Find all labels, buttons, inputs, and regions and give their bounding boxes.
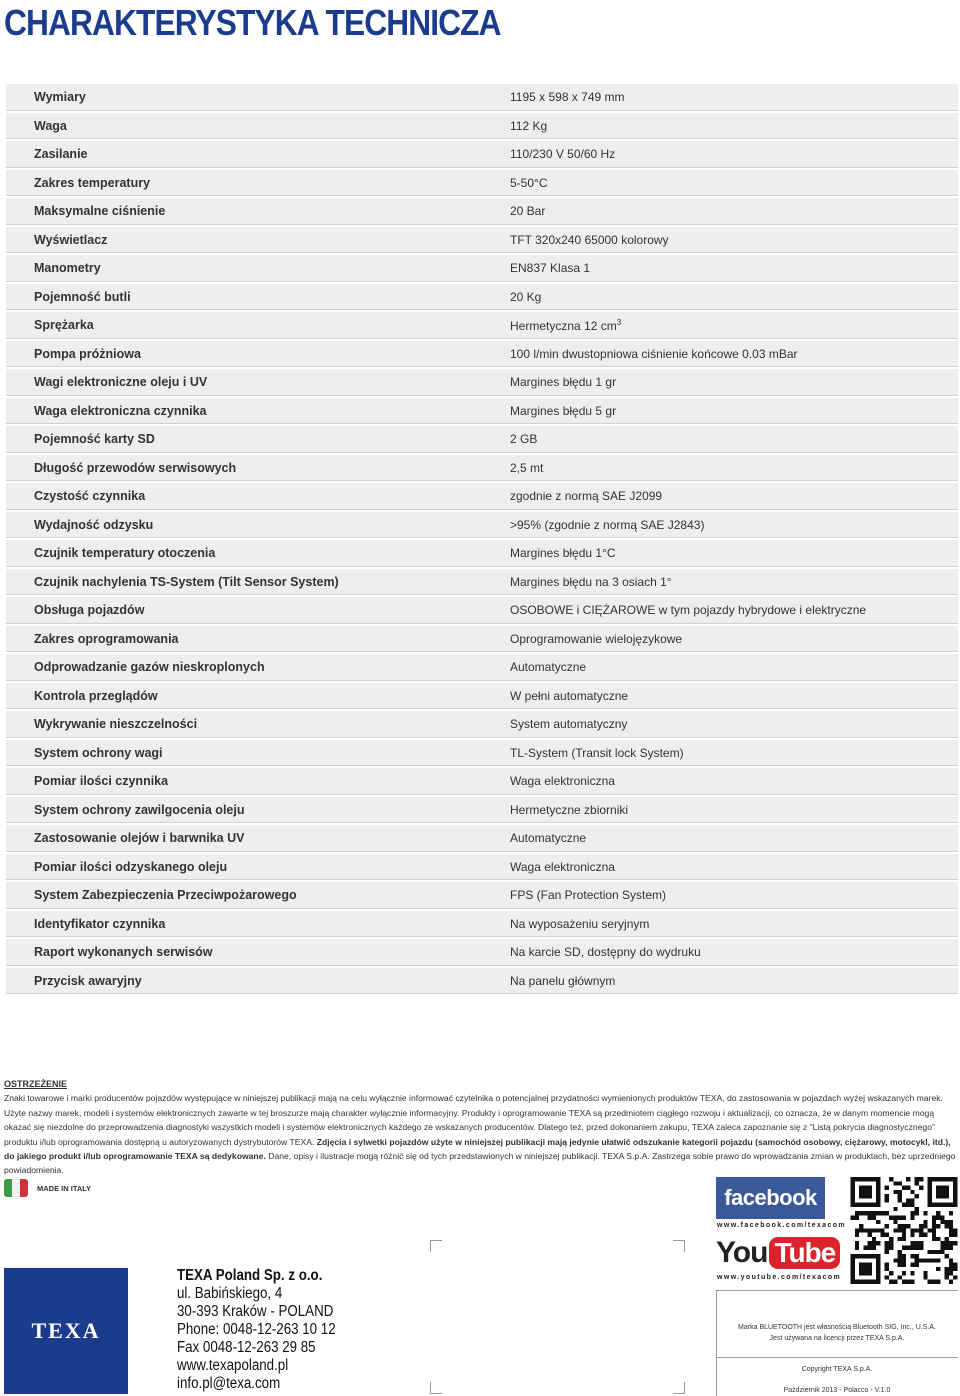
spec-row xyxy=(6,683,958,710)
bluetooth-note: Marka BLUETOOTH jest własnością Bluetooth SIG, Inc., U.S.A. Jest używana na licencji przez TEXA S.p.A. xyxy=(738,1324,936,1342)
spec-label: Odprowadzanie gazów nieskroplonych xyxy=(34,660,265,674)
spec-value: Margines błędu 1 gr xyxy=(510,375,617,389)
spec-label: System ochrony zawilgocenia oleju xyxy=(34,802,245,817)
spec-value: Na panelu głównym xyxy=(510,973,616,988)
spec-row xyxy=(6,768,958,795)
spec-label: Identyfikator czynnika xyxy=(34,916,166,931)
crop-mark-icon xyxy=(673,1240,685,1252)
spec-value: 2,5 mt xyxy=(510,460,544,475)
divider xyxy=(716,1290,958,1291)
spec-row xyxy=(6,483,958,510)
spec-label: Zakres oprogramowania xyxy=(34,631,179,646)
spec-label: Zakres temperatury xyxy=(34,175,151,190)
spec-row xyxy=(6,227,958,254)
spec-value: 20 Kg xyxy=(510,289,542,304)
spec-row xyxy=(6,284,958,311)
spec-row xyxy=(6,968,958,995)
crop-mark-icon xyxy=(430,1382,442,1394)
spec-label: Pompa próżniowa xyxy=(34,346,141,361)
spec-label: Manometry xyxy=(34,261,101,275)
spec-label: Pojemność karty SD xyxy=(34,432,155,446)
spec-row xyxy=(6,512,958,539)
spec-label: Przycisk awaryjny xyxy=(34,973,142,988)
spec-row xyxy=(6,882,958,909)
spec-row xyxy=(6,255,958,282)
spec-row xyxy=(6,854,958,881)
spec-label: Obsługa pojazdów xyxy=(34,603,145,617)
youtube-logo[interactable] xyxy=(716,1235,840,1271)
texa-logo xyxy=(4,1268,128,1394)
address-web[interactable]: www.texapoland.pl xyxy=(177,1357,289,1374)
spec-value: 2 GB xyxy=(510,432,538,446)
spec-label: Zastosowanie olejów i barwnika UV xyxy=(34,831,245,845)
spec-row xyxy=(6,141,958,168)
spec-value: Oprogramowanie wielojęzykowe xyxy=(510,631,683,646)
crop-mark-icon xyxy=(673,1382,685,1394)
spec-value: System automatyczny xyxy=(510,717,628,731)
youtube-you: You xyxy=(716,1236,768,1269)
address-phone: Phone: 0048-12-263 10 12 xyxy=(177,1321,336,1338)
spec-value: Automatyczne xyxy=(510,660,587,674)
spec-row xyxy=(6,797,958,824)
spec-label: Czujnik nachylenia TS-System (Tilt Sensor System) xyxy=(34,574,339,589)
spec-value: Hermetyczne zbiorniki xyxy=(510,802,629,817)
spec-label: System Zabezpieczenia Przeciwpożarowego xyxy=(34,888,297,902)
spec-row xyxy=(6,341,958,368)
page-title: CHARAKTERYSTYKA TECHNICZA xyxy=(4,2,501,43)
spec-label: Wydajność odzysku xyxy=(34,517,154,532)
spec-row xyxy=(6,84,958,111)
spec-row xyxy=(6,455,958,482)
company-name: TEXA Poland Sp. z o.o. xyxy=(177,1267,323,1284)
company-address xyxy=(177,1267,336,1393)
youtube-tube: Tube xyxy=(769,1237,840,1269)
spec-value: Automatyczne xyxy=(510,831,587,845)
spec-value: Waga elektroniczna xyxy=(510,774,615,788)
spec-label: Maksymalne ciśnienie xyxy=(34,204,166,218)
spec-value: Na wyposażeniu seryjnym xyxy=(510,916,650,931)
italy-flag-icon xyxy=(4,1179,28,1197)
spec-value: Hermetyczna 12 $cm^3$ xyxy=(510,318,622,333)
address-fax: Fax 0048-12-263 29 85 xyxy=(177,1339,316,1356)
spec-label: Wymiary xyxy=(34,90,86,104)
spec-value: W pełni automatyczne xyxy=(510,688,629,703)
spec-row xyxy=(6,369,958,396)
spec-value: TL-System (Transit lock System) xyxy=(510,745,684,760)
spec-value: zgodnie z normą SAE J2099 xyxy=(510,489,663,503)
spec-label: Wykrywanie nieszczelności xyxy=(34,717,198,731)
copyright: Copyright TEXA S.p.A. xyxy=(801,1366,873,1373)
spec-label: Raport wykonanych serwisów xyxy=(34,945,213,959)
spec-row xyxy=(6,654,958,681)
facebook-logo[interactable] xyxy=(716,1177,825,1219)
texa-logo-text: TEXA xyxy=(31,1318,101,1343)
spec-value: Margines błędu 1°C xyxy=(510,546,616,560)
spec-value: 20 Bar xyxy=(510,204,546,218)
spec-label: Czystość czynnika xyxy=(34,489,146,503)
spec-row xyxy=(6,825,958,852)
spec-label: Waga elektroniczna czynnika xyxy=(34,403,207,418)
spec-value: EN837 Klasa 1 xyxy=(510,261,591,275)
facebook-url[interactable]: www.facebook.com/texacom xyxy=(717,1222,847,1229)
address-street: ul. Babińskiego, 4 xyxy=(177,1285,283,1302)
spec-row xyxy=(6,540,958,567)
spec-value: 5-50°C xyxy=(510,175,548,190)
spec-row xyxy=(6,711,958,738)
spec-label: Sprężarka xyxy=(34,318,94,332)
spec-row xyxy=(6,740,958,767)
edition: Październik 2013 - Polacco - V.1.0 xyxy=(783,1387,891,1394)
facebook-logo-text: facebook xyxy=(724,1185,817,1210)
spec-row xyxy=(6,911,958,938)
qr-code-icon xyxy=(850,1177,958,1284)
spec-label: Pomiar ilości odzyskanego oleju xyxy=(34,859,228,874)
spec-value: Waga elektroniczna xyxy=(510,859,615,874)
spec-row xyxy=(6,426,958,453)
spec-value: Margines błędu na 3 osiach 1° xyxy=(510,574,672,589)
spec-label: Pojemność butli xyxy=(34,289,131,304)
spec-label: Długość przewodów serwisowych xyxy=(34,460,237,475)
spec-label: Wyświetlacz xyxy=(34,232,108,247)
spec-label: Waga xyxy=(34,118,67,133)
warning-heading: OSTRZEŻENIE xyxy=(4,1079,68,1089)
spec-label: Czujnik temperatury otoczenia xyxy=(34,546,216,560)
spec-label: System ochrony wagi xyxy=(34,745,163,760)
spec-table xyxy=(6,84,958,996)
divider xyxy=(716,1357,958,1358)
spec-value: FPS (Fan Protection System) xyxy=(510,888,667,902)
spec-label: Pomiar ilości czynnika xyxy=(34,774,169,788)
spec-value: 112 Kg xyxy=(510,118,548,133)
spec-row xyxy=(6,597,958,624)
spec-value: TFT 320x240 65000 kolorowy xyxy=(510,232,669,247)
made-in-italy xyxy=(4,1179,91,1197)
spec-value: 110/230 V 50/60 Hz xyxy=(510,147,616,161)
spec-label: Zasilanie xyxy=(34,147,88,161)
warning-section xyxy=(4,1077,956,1178)
spec-value: 100 l/min dwustopniowa ciśnienie końcowe 0.03 mBar xyxy=(510,346,798,361)
spec-row xyxy=(6,170,958,197)
address-city: 30-393 Kraków - POLAND xyxy=(177,1303,334,1320)
spec-value: OSOBOWE i CIĘŻAROWE w tym pojazdy hybrydowe i elektryczne xyxy=(510,603,867,617)
spec-value: 1195 x 598 x 749 mm xyxy=(510,90,625,104)
spec-row xyxy=(6,626,958,653)
made-in-text: MADE IN ITALY xyxy=(37,1183,92,1193)
spec-row xyxy=(6,939,958,966)
spec-label: Wagi elektroniczne oleju i UV xyxy=(34,375,208,389)
spec-row xyxy=(6,113,958,140)
spec-row xyxy=(6,569,958,596)
spec-value: >95% (zgodnie z normą SAE J2843) xyxy=(510,517,705,532)
spec-label: Kontrola przeglądów xyxy=(34,688,158,703)
spec-row xyxy=(6,398,958,425)
spec-row xyxy=(6,312,958,339)
spec-row xyxy=(6,198,958,225)
spec-value: Margines błędu 5 gr xyxy=(510,403,617,418)
address-email[interactable]: info.pl@texa.com xyxy=(177,1375,281,1392)
crop-mark-icon xyxy=(430,1240,442,1252)
youtube-url[interactable]: www.youtube.com/texacom xyxy=(717,1274,842,1281)
spec-value: Na karcie SD, dostępny do wydruku xyxy=(510,945,701,959)
warning-text: Znaki towarowe i marki producentów pojazdów występujące w niniejszej publikacji mają na celu wyłącznie informować czytelnika o potencjalnej przydatności wymienionych produktów TEXA, do zastosowania w pojazdach wyżej wskazanych marek. Użyte nazwy marek, modeli i systemów elektronicznych zawarte w tej broszurze mają charakter wyłącznie informacyjny. Produkty i oprogramowanie TEXA są przedmiotem ciągłego rozwoju i aktualizacji, co oznacza, że w danym momencie mogą okazać się niezdolne do przeprowadzenia diagnostyki wszystkich modeli i systemów elektronicznych każdego ze wskazanych producentów. Dlatego też, przed dokonaniem zakupu, TEXA zaleca zapoznanie się z “Listą pokrycia diagnostycznego” produktu i/lub oprogramowania dostępną u autoryzowanych dystrybutorów TEXA. Zdjęcia i sylwetki pojazdów użyte w niniejszej publikacji mają jedynie ułatwić odszukanie kategorii pojazdu (samochód osobowy, ciężarowy, motocykl, itd.), do jakiego produkt i/lub oprogramowanie TEXA są dedykowane. Dane, opisy i ilustracje mogą różnić się od tych przedstawionych w niniejszej publikacji. TEXA S.p.A. Zastrzega sobie prawo do wprowadzania zmian w produktach, bez uprzedniego powiadomienia. xyxy=(4,1093,956,1176)
